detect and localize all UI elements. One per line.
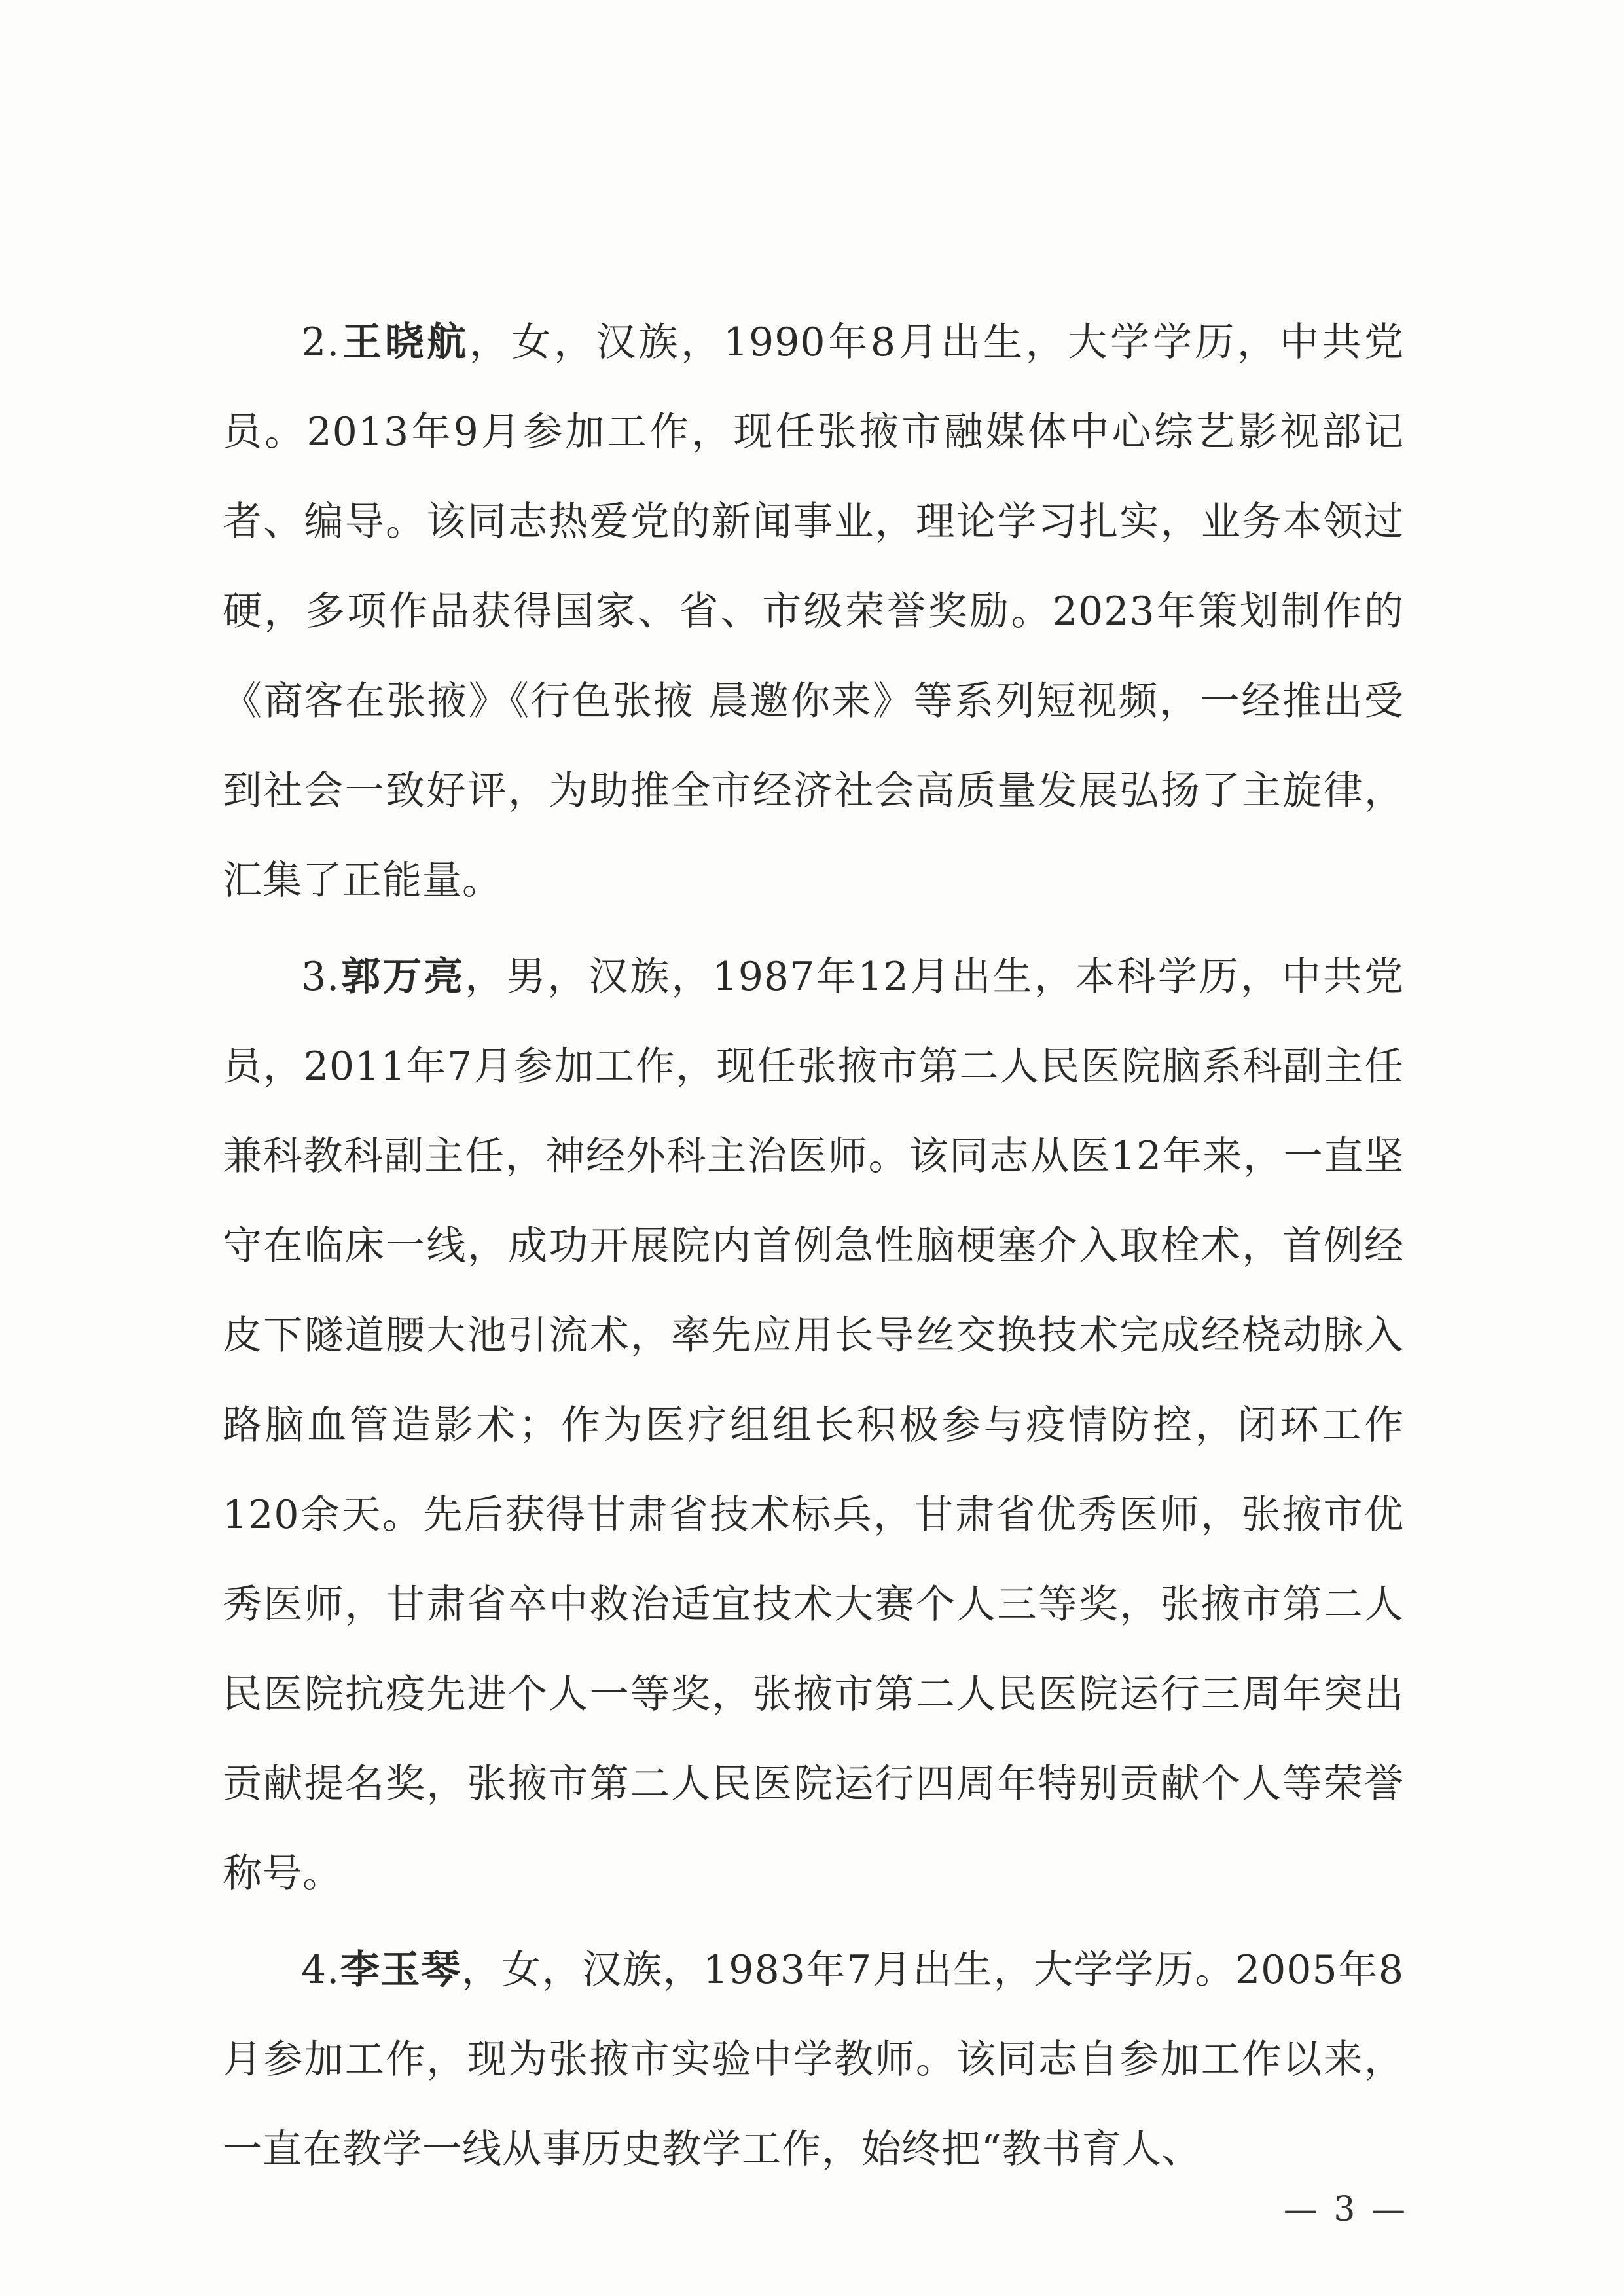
entry-number: 2. — [301, 319, 340, 365]
page-number: — 3 — — [1283, 2190, 1408, 2229]
document-body — [223, 298, 1404, 2201]
person-name: 郭万亮 — [340, 954, 465, 1000]
entry-paragraph-3 — [223, 932, 1404, 1919]
entry-paragraph-4 — [223, 1925, 1404, 2195]
person-name: 王晓航 — [340, 319, 469, 365]
entry-number: 3. — [301, 954, 340, 1000]
entry-text: ，男，汉族，1987年12月出生，本科学历，中共党员，2011年7月参加工作，现任张掖市第二人民医院脑系科副主任兼科教科副主任，神经外科主治医师。该同志从医12年来，一直坚守在临床一线，成功开展院内首例急性脑梗塞介入取栓术，首例经皮下隧道腰大池引流术，率先应用长导丝交换技术完成经桡动脉入路脑血管造影术；作为医疗组组长积极参与疫情防控，闭环工作120余天。先后获得甘肃省技术标兵，甘肃省优秀医师，张掖市优秀医师，甘肃省卒中救治适宜技术大赛个人三等奖，张掖市第二人民医院抗疫先进个人一等奖，张掖市第二人民医院运行三周年突出贡献提名奖，张掖市第二人民医院运行四周年特别贡献个人等荣誉称号。 — [223, 954, 1405, 1897]
entry-paragraph-2 — [223, 298, 1404, 926]
entry-text: ，女，汉族，1983年7月出生，大学学历。2005年8月参加工作，现为张掖市实验中学教师。该同志自参加工作以来，一直在教学一线从事历史教学工作，始终把“教书育人、 — [223, 1947, 1404, 2172]
entry-text: ，女，汉族，1990年8月出生，大学学历，中共党员。2013年9月参加工作，现任张掖市融媒体中心综艺影视部记者、编导。该同志热爱党的新闻事业，理论学习扎实，业务本领过硬，多项作品获得国家、省、市级荣誉奖励。2023年策划制作的《商客在张掖》《行色张掖 晨邀你来》等系列短视频，一经推出受到社会一致好评，为助推全市经济社会高质量发展弘扬了主旋律，汇集了正能量。 — [223, 319, 1405, 903]
entry-number: 4. — [301, 1947, 340, 1993]
person-name: 李玉琴 — [340, 1947, 461, 1993]
